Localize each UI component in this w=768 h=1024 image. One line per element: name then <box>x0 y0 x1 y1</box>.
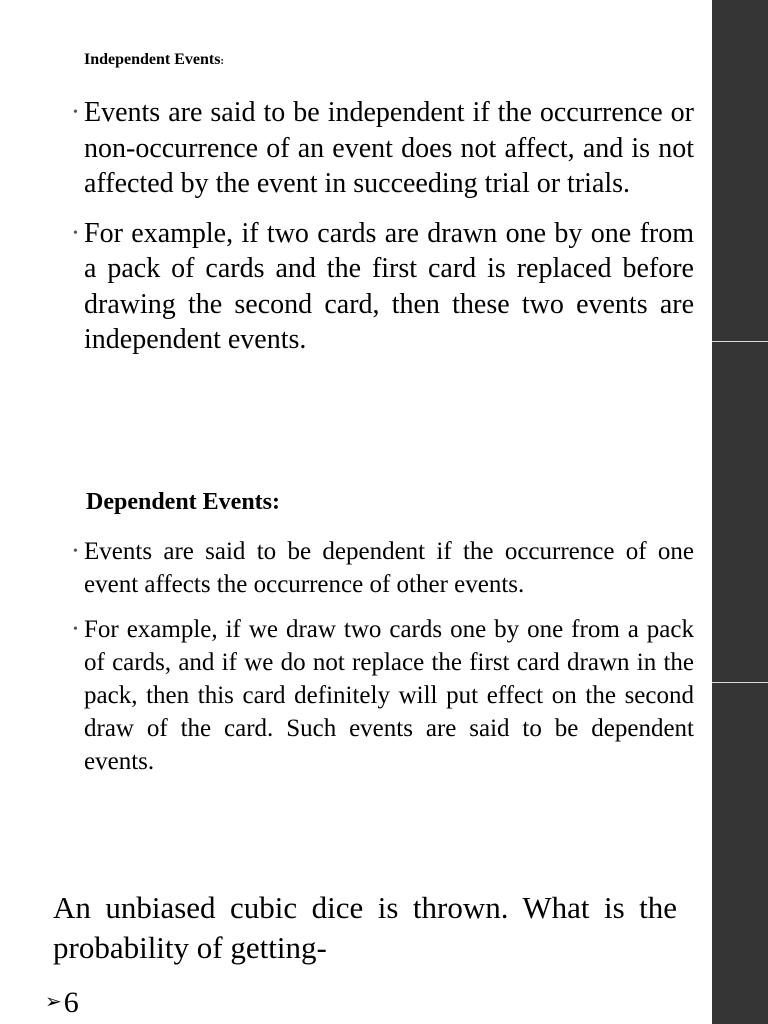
bullet-text: For example, if two cards are drawn one by one from a pack of cards and the first card is replaced before drawing the second card, then these two events are independent events. <box>84 217 694 355</box>
dependent-events-list <box>73 535 694 790</box>
bullet-icon: • <box>73 544 78 559</box>
arrow-bullet-icon: ➢ <box>45 991 62 1013</box>
independent-events-heading: Independent Events: <box>84 51 224 68</box>
sidebar-block-top <box>712 0 768 342</box>
independent-events-list <box>73 95 694 372</box>
dependent-events-heading: Dependent Events: <box>86 489 281 515</box>
sidebar-block-middle <box>712 342 768 684</box>
list-item <box>73 95 694 202</box>
bullet-text: For example, if we draw two cards one by one from a pack of cards, and if we do not replace the first card drawn in the pack, then this card definitely will put effect on the second draw of the card. Such events are said to be dependent events. <box>84 616 694 775</box>
option-text: 6 <box>63 986 79 1019</box>
bullet-icon: • <box>73 105 78 120</box>
bullet-text: Events are said to be dependent if the occurrence of one event affects the occurrence of other events. <box>84 538 694 598</box>
bullet-text: Events are said to be independent if the occurrence or non-occurrence of an event does not affect, and is not affected by the event in succeeding trial or trials. <box>84 97 694 199</box>
bullet-icon: • <box>73 622 78 637</box>
list-item <box>73 613 694 778</box>
bullet-icon: • <box>73 225 78 241</box>
list-item <box>73 535 694 601</box>
question-text: An unbiased cubic dice is thrown. What is the probability of getting- <box>53 890 677 965</box>
heading-colon: : <box>220 56 224 67</box>
answer-option <box>45 982 79 1023</box>
list-item <box>73 216 694 358</box>
sidebar-block-bottom <box>712 683 768 1024</box>
right-sidebar <box>712 0 768 1024</box>
